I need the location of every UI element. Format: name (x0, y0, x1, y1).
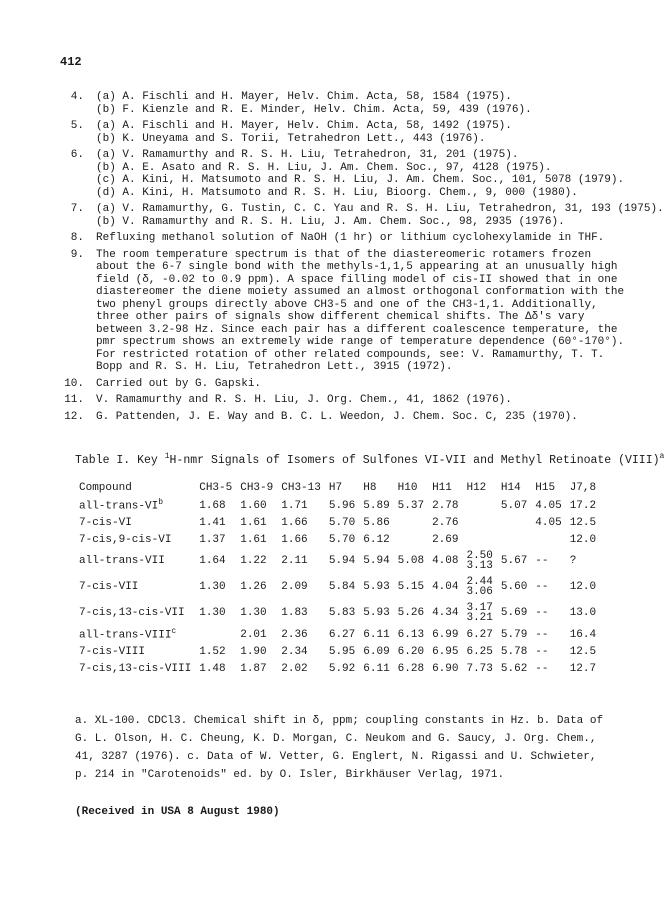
value-cell: -- (535, 607, 549, 619)
reference-line: (a) V. Ramamurthy, G. Tustin, C. C. Yau and R. S. H. Liu, Tetrahedron, 31, 193 (1975). (96, 203, 664, 215)
reference-body (96, 232, 626, 245)
table-row (75, 643, 600, 660)
stacked-value: 3.17 3.21 (466, 602, 493, 624)
value-cell: 6.90 (432, 662, 459, 675)
reference-item (56, 91, 626, 116)
value-cell: 5.69 (500, 607, 528, 619)
value-cell: ? (569, 555, 577, 567)
table-title-sup: 1 (164, 452, 170, 461)
value-cell: 6.25 (466, 645, 493, 658)
value-cell: 5.08 (397, 555, 425, 567)
table-row (75, 600, 600, 626)
value-cell: 1.64 (199, 555, 226, 567)
value-cell: 5.07 (500, 499, 528, 512)
value-cell: 5.94 (328, 555, 356, 567)
reference-number: 5. (70, 120, 84, 132)
value-cell (195, 626, 236, 643)
value-cell: 6.27 (328, 628, 356, 641)
value-cell: 1.90 (240, 645, 267, 658)
reference-number: 10. (64, 377, 84, 390)
reference-number: 12. (64, 410, 84, 423)
value-cell: 5.89 (363, 499, 390, 512)
value-cell: 6.13 (397, 628, 425, 641)
value-cell: 1.26 (240, 581, 267, 593)
reference-item (56, 394, 626, 407)
value-cell: 1.52 (199, 645, 226, 658)
table-header-cell: H8 (363, 482, 377, 494)
reference-paragraph: The room temperature spectrum is that of the diastereomeric rotamers frozen about the 6-7 single bond with the methyls-1,1,5 appearing at an unusually high field (δ, -0.02 to 0.9 ppm). A space filling model of cis-II showed that in one diastereomer the diene moiety assumed an almost orthogonal conformation with the two phenyl groups directly above CH3-5 and one of the CH3-1,1. Additionally, three other pairs of signals show different chemical shifts. The Δδ's vary between 3.2-98 Hz. Since each pair has a different coalescence temperature, the pmr spectrum shows an extremely wide range of temperature dependence (60°-170°). For restricted rotation of other related compounds, see: V. Ramamurthy, T. T. Bopp and R. S. H. Liu, Tetrahedron Lett., 3915 (1972). (96, 248, 625, 373)
value-cell (462, 574, 496, 600)
reference-body (96, 411, 626, 424)
reference-body (96, 249, 626, 374)
table-header-cell: H10 (397, 482, 418, 494)
value-cell: 12.5 (569, 645, 597, 658)
value-cell: 5.26 (397, 607, 425, 619)
reference-line: G. Pattenden, J. E. Way and B. C. L. Weedon, J. Chem. Soc. C, 235 (1970). (96, 410, 578, 423)
value-cell: 1.30 (199, 607, 226, 619)
reference-line: (b) V. Ramamurthy and R. S. H. Liu, J. Am. Chem. Soc., 98, 2935 (1976). (96, 215, 565, 228)
reference-line: V. Ramamurthy and R. S. H. Liu, J. Org. Chem., 41, 1862 (1976). (96, 394, 512, 406)
value-cell: 4.04 (432, 581, 459, 593)
compound-cell: 7-cis,9-cis-VI (79, 533, 172, 546)
value-cell: 4.05 (535, 499, 562, 512)
page-number: 412 (60, 55, 82, 69)
table-title-prefix: Table I. Key (75, 453, 165, 467)
value-cell: 2.78 (432, 499, 459, 512)
reference-line: (a) A. Fischli and H. Mayer, Helv. Chim. Acta, 58, 1492 (1975). (96, 120, 512, 132)
value-cell (497, 514, 531, 531)
value-cell: 5.78 (500, 645, 528, 658)
value-cell: 6.27 (466, 628, 493, 641)
reference-item (56, 149, 626, 199)
value-cell: 5.96 (328, 499, 356, 512)
table-row (75, 531, 600, 548)
reference-number: 4. (70, 91, 84, 103)
value-cell: 5.15 (397, 581, 425, 593)
value-cell: 1.61 (240, 516, 267, 529)
value-cell: 5.62 (500, 662, 528, 675)
table-title-main: H-nmr Signals of Isomers of Sulfones VI-VII and Methyl Retinoate (VIII) (169, 453, 660, 467)
value-cell (462, 514, 496, 531)
value-cell (394, 531, 428, 548)
table-header-cell: H12 (466, 482, 487, 494)
value-cell: 6.12 (363, 533, 390, 546)
compound-cell: all-trans-VII (79, 555, 165, 567)
value-cell: 1.83 (281, 607, 308, 619)
compound-cell: 7-cis-VI (79, 516, 132, 529)
reference-number: 8. (70, 232, 84, 244)
value-cell: 5.94 (363, 555, 390, 567)
reference-body (96, 203, 664, 228)
value-cell: 5.79 (500, 628, 528, 641)
value-cell (394, 514, 428, 531)
value-cell: 5.83 (328, 607, 356, 619)
value-cell: 6.11 (363, 662, 390, 675)
reference-number: 7. (70, 203, 84, 215)
reference-body (96, 120, 626, 145)
table-row (75, 574, 600, 600)
compound-cell: 7-cis-VIII (79, 645, 146, 658)
reference-line: (b) A. E. Asato and R. S. H. Liu, J. Am. Chem. Soc., 97, 4128 (1975). (96, 161, 552, 174)
reference-body (96, 91, 626, 116)
table-title-sup2: a (659, 452, 665, 461)
reference-line: (b) F. Kienzle and R. E. Minder, Helv. Chim. Acta, 59, 439 (1976). (96, 103, 532, 116)
table-header-cell: H11 (432, 482, 452, 494)
value-cell: 2.02 (281, 662, 308, 675)
reference-item (56, 120, 626, 145)
table-row (75, 514, 600, 531)
table-row (75, 626, 600, 643)
value-cell: 4.34 (432, 607, 459, 619)
table-header-cell: H14 (500, 482, 521, 494)
value-cell: 6.28 (397, 662, 425, 675)
reference-number: 6. (70, 149, 84, 161)
compound-footnote-mark: c (171, 627, 177, 637)
table-header-cell: CH3-9 (240, 482, 274, 494)
reference-line: (a) A. Fischli and H. Mayer, Helv. Chim. Acta, 58, 1584 (1975). (96, 91, 512, 103)
received-date: (Received in USA 8 August 1980) (75, 806, 280, 818)
value-cell: -- (535, 662, 549, 675)
stacked-value: 2.50 3.13 (466, 550, 493, 572)
value-cell: 12.5 (569, 516, 597, 529)
reference-line: Refluxing methanol solution of NaOH (1 hr) or lithium cyclohexylamide in THF. (96, 232, 605, 244)
value-cell: 2.34 (281, 645, 308, 658)
compound-cell: all-trans-VIII$^c$ (79, 627, 177, 642)
reference-line: (d) A. Kini, H. Matsumoto and R. S. H. Liu, Bioorg. Chem., 9, 000 (1980). (96, 186, 578, 199)
compound-cell: all-$trans-VI^b$ (79, 498, 164, 513)
value-cell: 5.92 (328, 662, 356, 675)
value-cell: 1.66 (281, 516, 308, 529)
value-cell: 1.60 (240, 499, 267, 512)
reference-body (96, 149, 626, 199)
value-cell: 2.76 (432, 516, 459, 529)
value-cell: 5.95 (328, 645, 356, 658)
value-cell: 12.0 (569, 581, 597, 593)
table-footnotes: a. XL-100. CDCl3. Chemical shift in δ, ppm; coupling constants in Hz. b. Data of G. L. Olson, H. C. Cheung, K. D. Morgan, C. Neukom and G. Saucy, J. Org. Chem., 41, 3287 (1976). c. Data of W. Vetter, G. Englert, N. Rigassi and U. Schwieter, p. 214 in "Carotenoids" ed. by O. Isler, Birkhäuser Verlag, 1971. (75, 715, 604, 781)
value-cell: 1.37 (199, 533, 226, 546)
value-cell: 1.87 (240, 662, 267, 675)
value-cell: 1.48 (199, 662, 226, 675)
reference-item (56, 232, 626, 245)
value-cell: 2.01 (240, 628, 267, 641)
reference-item (56, 378, 626, 391)
value-cell: 2.36 (281, 628, 308, 641)
value-cell: 5.37 (397, 499, 425, 512)
value-cell: 1.71 (281, 499, 308, 512)
value-cell: 5.70 (328, 533, 356, 546)
value-cell: 2.69 (432, 533, 459, 546)
table-header-cell: Compound (79, 482, 132, 494)
value-cell: 1.61 (240, 533, 267, 546)
table-title (75, 452, 664, 467)
stacked-value: 2.44 3.06 (466, 576, 493, 598)
value-cell: 4.08 (432, 555, 459, 567)
value-cell: -- (535, 581, 549, 593)
value-cell: 12.7 (569, 662, 597, 675)
table-header-cell: CH3-13 (281, 482, 321, 494)
value-cell (531, 531, 565, 548)
value-cell: 5.84 (328, 581, 356, 593)
value-cell: 5.67 (500, 555, 528, 567)
value-cell: 1.41 (199, 516, 226, 529)
reference-line: (c) A. Kini, H. Matsumoto and R. S. H. Liu, J. Am. Chem. Soc., 101, 5078 (1979). (96, 174, 625, 186)
value-cell: 16.4 (569, 628, 597, 641)
table-header-cell: CH3-5 (199, 482, 233, 494)
table-header-cell: H7 (328, 482, 343, 494)
reference-item (56, 411, 626, 424)
reference-body (96, 378, 626, 391)
value-cell: 12.0 (569, 533, 597, 546)
value-cell: 1.30 (240, 607, 267, 619)
value-cell: 1.30 (199, 581, 226, 593)
table-row (75, 548, 600, 574)
value-cell: 5.86 (363, 516, 390, 529)
value-cell: 5.60 (500, 581, 528, 593)
value-cell: 6.20 (397, 645, 425, 658)
compound-footnote-mark: b (158, 498, 164, 508)
table-header-row (75, 479, 600, 497)
value-cell: 5.70 (328, 516, 356, 529)
references-list (56, 91, 664, 427)
value-cell: -- (535, 645, 549, 658)
reference-item (56, 249, 626, 374)
value-cell (462, 531, 496, 548)
value-cell: 4.05 (535, 516, 562, 529)
value-cell: -- (535, 628, 549, 641)
compound-cell: 7-cis,13-cis-VII (79, 607, 185, 619)
value-cell: 5.93 (363, 607, 390, 619)
compound-cell: 7-cis-VII (79, 581, 139, 593)
nmr-table (75, 479, 600, 677)
compound-cell: 7-cis,13-cis-VIII (79, 662, 192, 675)
table-header-cell: J7,8 (569, 482, 597, 494)
value-cell: 17.2 (569, 499, 597, 512)
value-cell: 5.93 (363, 581, 390, 593)
reference-line: (b) K. Uneyama and S. Torii, Tetrahedron Lett., 443 (1976). (96, 132, 486, 145)
value-cell: 13.0 (569, 607, 597, 619)
value-cell (462, 548, 496, 574)
table-header-cell: H15 (535, 482, 556, 494)
reference-line: Carried out by G. Gapski. (96, 377, 262, 390)
value-cell (462, 600, 496, 626)
value-cell: 6.11 (363, 628, 390, 641)
value-cell: 6.95 (432, 645, 459, 658)
value-cell: 7.73 (466, 662, 493, 675)
reference-number: 9. (70, 248, 84, 261)
value-cell: 1.68 (199, 499, 226, 512)
value-cell: 1.66 (281, 533, 308, 546)
reference-number: 11. (64, 394, 84, 406)
value-cell: -- (535, 555, 549, 567)
value-cell: 2.11 (281, 555, 308, 567)
value-cell: 1.22 (240, 555, 267, 567)
table-row (75, 497, 600, 514)
value-cell: 6.09 (363, 645, 390, 658)
value-cell (497, 531, 531, 548)
value-cell: 6.99 (432, 628, 459, 641)
value-cell (462, 497, 496, 514)
reference-item (56, 203, 664, 228)
reference-line: (a) V. Ramamurthy and R. S. H. Liu, Tetrahedron, 31, 201 (1975). (96, 149, 519, 161)
table-row (75, 660, 600, 677)
value-cell: 2.09 (281, 581, 308, 593)
reference-body (96, 394, 626, 407)
